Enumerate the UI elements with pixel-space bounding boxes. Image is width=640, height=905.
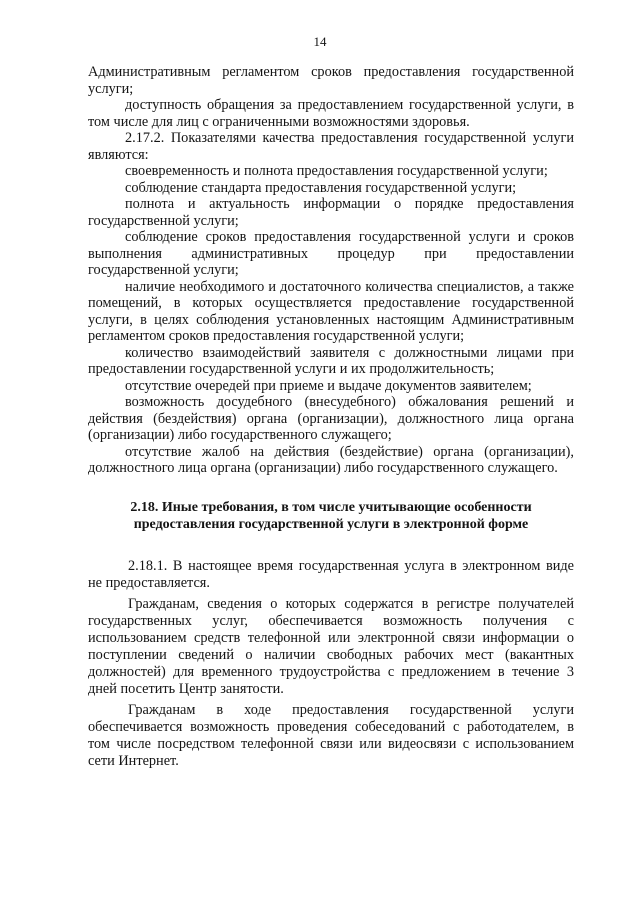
page-number: 14 (313, 34, 327, 49)
section-heading-line: предоставления государственной услуги в электронной форме (133, 516, 529, 532)
paragraph: 2.17.2. Показателями качества предоставления государственной услуги являются: (88, 130, 574, 163)
paragraph: соблюдение стандарта предоставления государственной услуги; (125, 179, 517, 196)
paragraph: соблюдение сроков предоставления государственной услуги и сроков выполнения административных процедур при предоставлении государственной услуги; (88, 229, 574, 278)
section-heading (88, 499, 574, 533)
paragraph: отсутствие жалоб на действия (бездействие) органа (организации), должностного лица органа (организации) либо государственного служащего. (88, 443, 574, 476)
paragraph: доступность обращения за предоставлением государственной услуги, в том числе для лиц с ограниченными возможностями здоровья. (88, 97, 574, 130)
paragraph: своевременность и полнота предоставления государственной услуги; (125, 163, 548, 179)
paragraph: возможность досудебного (внесудебного) обжалования решений и действия (бездействия) органа (организации), должностного лица органа (организации) либо государственного служащего; (88, 394, 574, 443)
paragraph: 2.18.1. В настоящее время государственная услуга в электронном виде не предоставляется. (88, 557, 574, 591)
paragraph: Гражданам в ходе предоставления государственной услуги обеспечивается возможность проведения собеседований с работодателем, в том числе посредством телефонной связи или видеосвязи с использованием сети Интернет. (88, 701, 574, 769)
document-body (88, 64, 574, 774)
paragraph: отсутствие очередей при приеме и выдаче документов заявителем; (125, 377, 532, 394)
paragraph: Гражданам, сведения о которых содержатся в регистре получателей государственных услуг, обеспечивается возможность получения с использованием средств телефонной или электронной связи информации о поступлении сведений о наличии свободных рабочих мест (вакантных должностей) для временного трудоустройства с предложением в течение 3 дней посетить Центр занятости. (88, 595, 574, 697)
paragraph: полнота и актуальность информации о порядке предоставления государственной услуги; (88, 196, 574, 229)
section-heading-line: 2.18. Иные требования, в том числе учитывающие особенности (130, 499, 532, 515)
paragraph: количество взаимодействий заявителя с должностными лицами при предоставлении государственной услуги и их продолжительность; (88, 344, 574, 377)
paragraph: Административным регламентом сроков предоставления государственной услуги; (88, 64, 574, 97)
paragraph: наличие необходимого и достаточного количества специалистов, а также помещений, в которых осуществляется предоставление государственной услуги, в целях соблюдения установленных настоящим Административным регламентом сроков предоставления государственной услуги; (88, 278, 574, 344)
section-body (88, 558, 574, 770)
